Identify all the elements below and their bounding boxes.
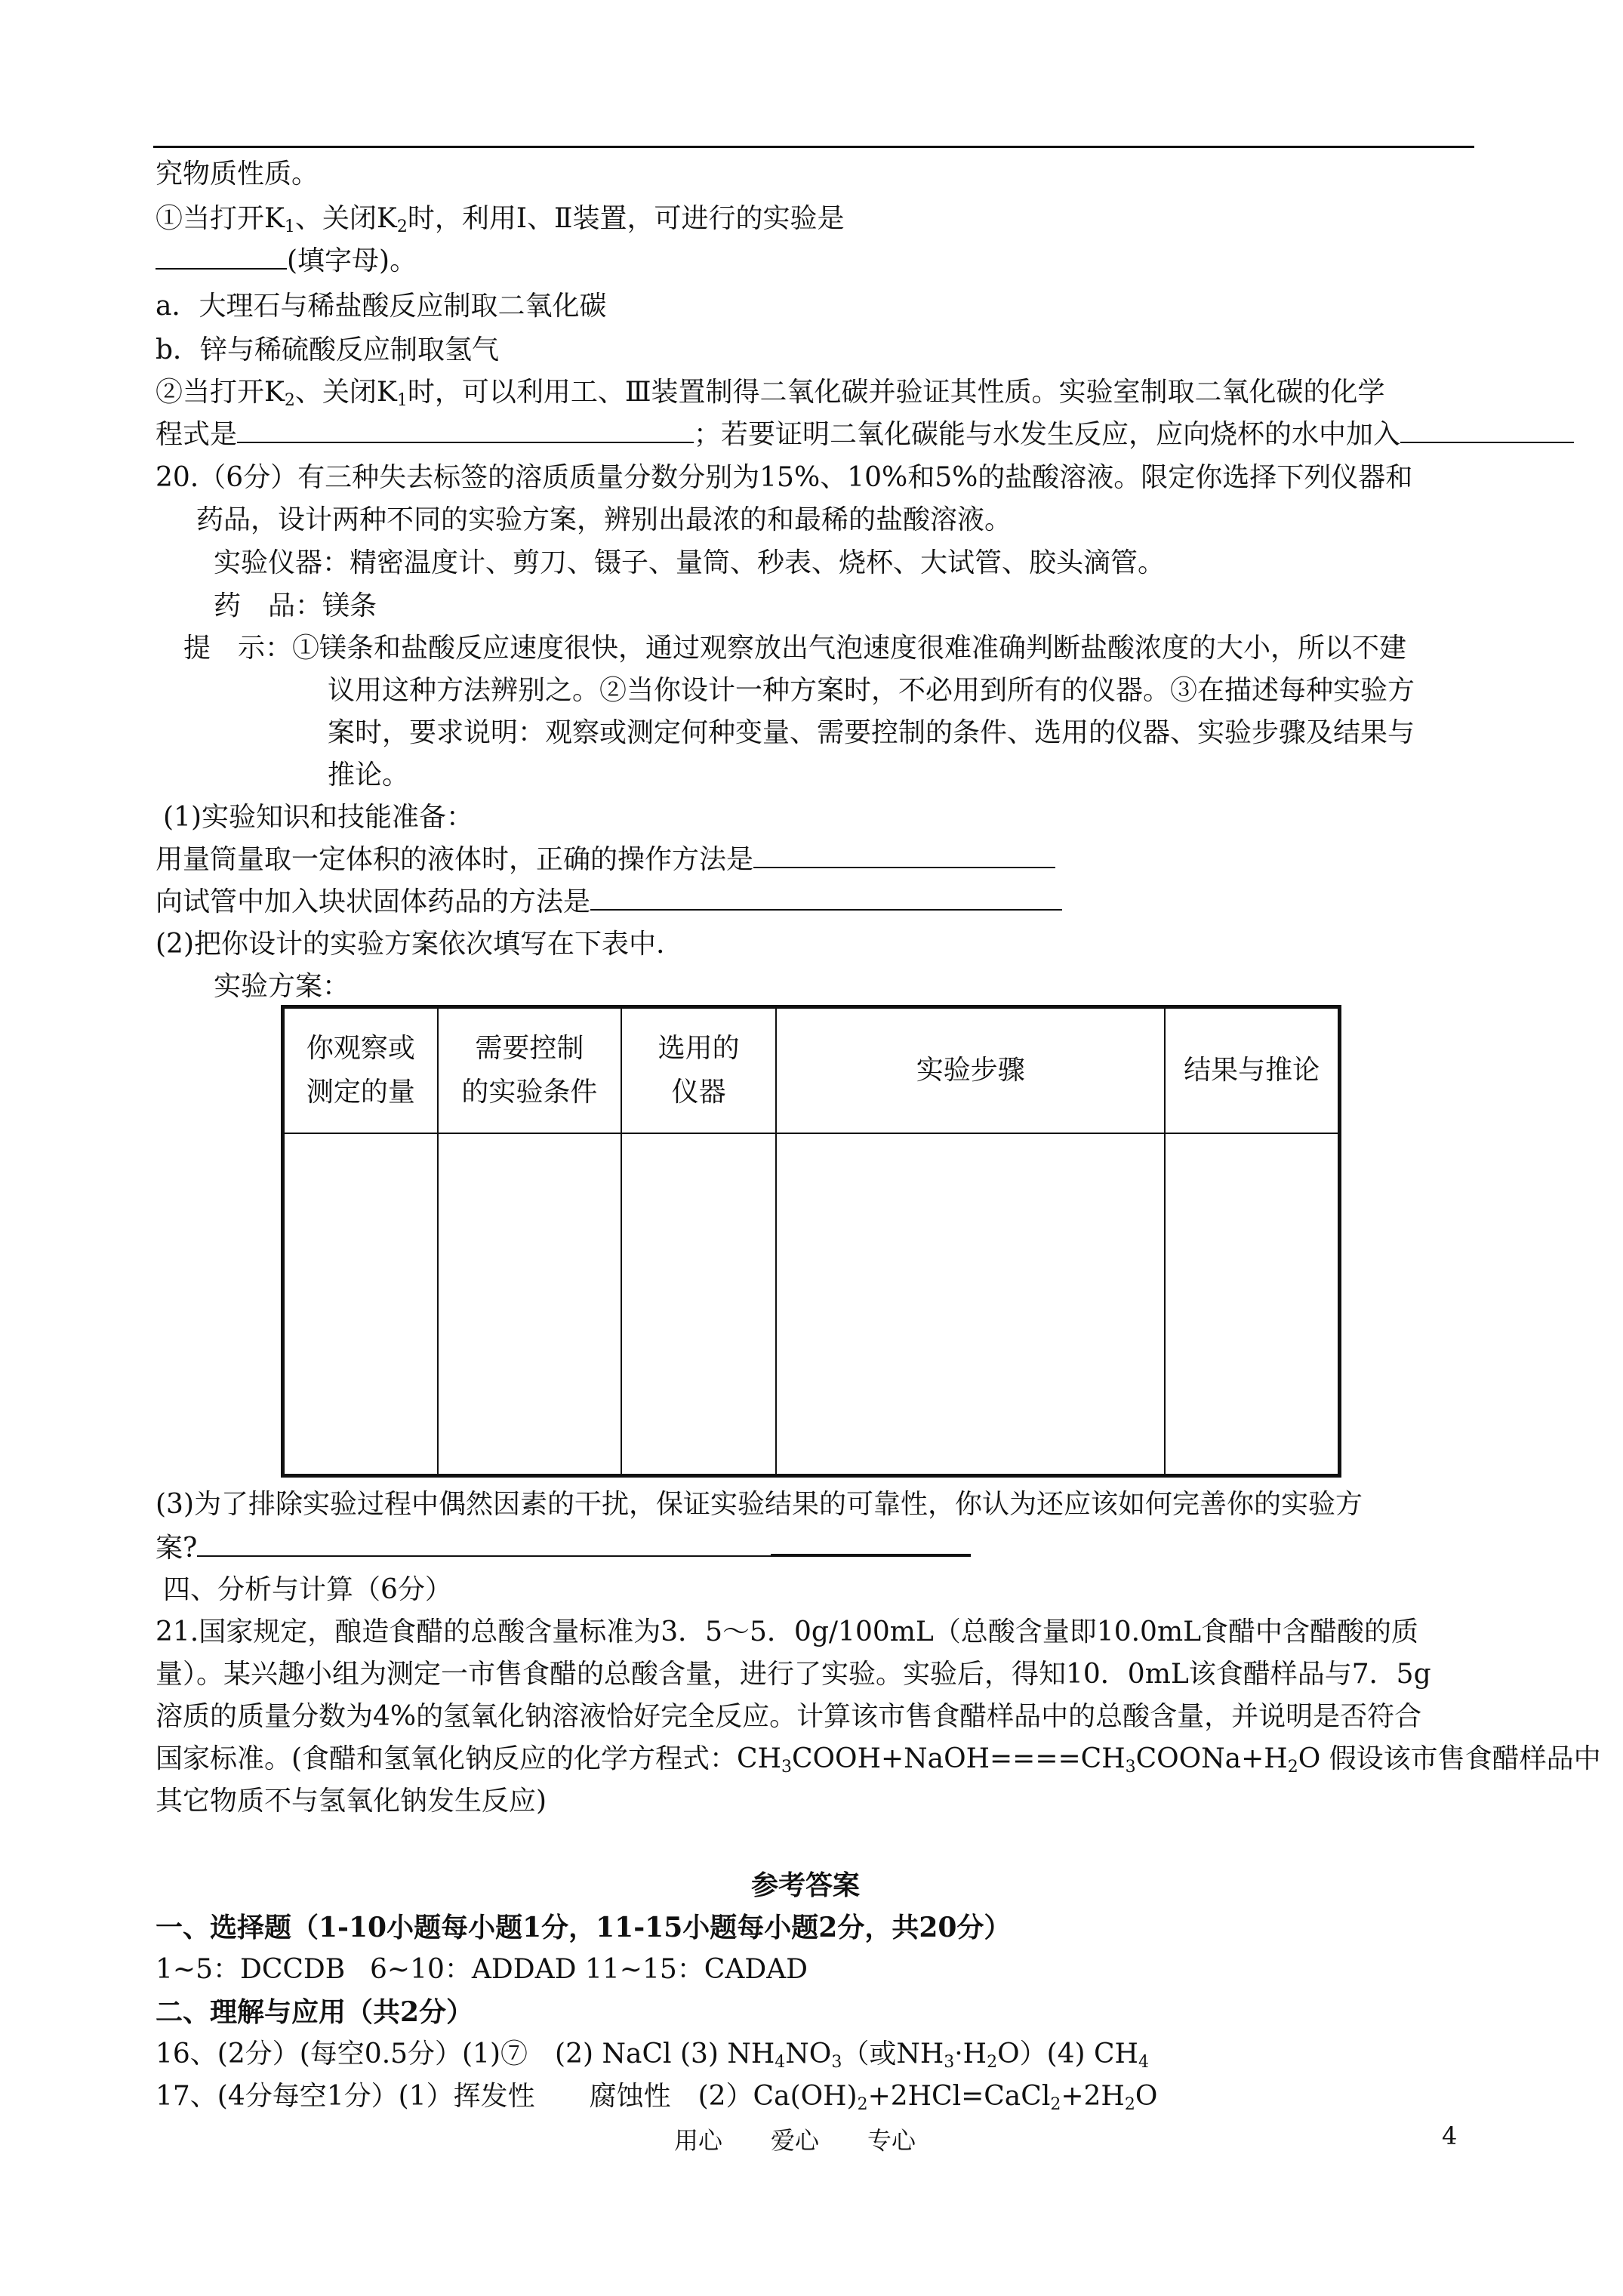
q20-hint-3: 案时，要求说明：观察或测定何种变量、需要控制的条件、选用的仪器、实验步骤及结果与: [328, 717, 1415, 748]
q19-line2: ①当打开$K_1$、关闭$K_2$时，利用Ⅰ、Ⅱ装置，可进行的实验是: [156, 203, 845, 236]
table-cell[interactable]: [621, 1133, 776, 1476]
q21-line2: 量）。某兴趣小组为测定一市售食醋的总酸含量，进行了实验。实验后，得知10．0mL该食醋样品与7．5g: [156, 1659, 1431, 1690]
answer-blank[interactable]: [237, 418, 694, 443]
answer-blank[interactable]: [753, 843, 1055, 868]
q21-line3: 溶质的质量分数为4%的氢氧化钠溶液恰好完全反应。计算该市售食醋样品中的总酸含量，并说明是否符合: [156, 1701, 1422, 1732]
table-header-cell: 选用的 仪器: [621, 1007, 776, 1134]
table-header-cell: 你观察或 测定的量: [283, 1007, 438, 1134]
q19-line1: 究物质性质。: [156, 159, 319, 190]
answer-blank[interactable]: [1400, 418, 1574, 443]
experiment-plan-table: [281, 1005, 1341, 1478]
q20-part-1b: 向试管中加入块状固体药品的方法是: [156, 885, 1062, 920]
answer-blank[interactable]: [156, 244, 287, 270]
q19-line7: 程式是 ；若要证明二氧化碳能与水发生反应，应向烧杯的水中加入: [156, 418, 1574, 452]
answer-blank[interactable]: [197, 1531, 771, 1557]
q20-part-1: (1)实验知识和技能准备：: [163, 802, 473, 833]
q20-hint-4: 推论。: [328, 760, 410, 791]
answers-q17: 17、(4分每空1分）(1）挥发性 腐蚀性 $(2)Ca(OH)_2+2HCl=CaCl_2+2H_2O$: [156, 2081, 1158, 2114]
answer-blank[interactable]: [590, 885, 1062, 911]
q20-intro-1: 20.（6分）有三种失去标签的溶质质量分数分别为15%、10%和5%的盐酸溶液。限定你选择下列仪器和: [156, 462, 1413, 493]
header-rule: [153, 146, 1474, 148]
answers-section-1: 一、选择题（1-10小题每小题1分，11-15小题每小题2分，共20分）: [156, 1912, 1012, 1943]
table-cell[interactable]: [1165, 1133, 1339, 1476]
q20-part-1a: 用量筒量取一定体积的液体时，正确的操作方法是: [156, 843, 1055, 877]
footer-slogan: 用心 爱心 专心: [674, 2126, 916, 2155]
section-4-heading: 四、分析与计算（6分）: [163, 1574, 452, 1605]
table-header-cell: 结果与推论: [1165, 1007, 1339, 1134]
table-row: [283, 1133, 1340, 1476]
q20-part-3a: (3)为了排除实验过程中偶然因素的干扰，保证实验结果的可靠性，你认为还应该如何完善你的实验方: [156, 1489, 1363, 1520]
answers-row-11-15: 11~15：CADAD: [585, 1954, 808, 1985]
q20-instruments: 实验仪器：精密温度计、剪刀、镊子、量筒、秒表、烧杯、大试管、胶头滴管。: [214, 547, 1166, 578]
q20-part-3b: 案?: [156, 1530, 971, 1566]
q19-option-a: a．大理石与稀盐酸反应制取二氧化碳: [156, 291, 607, 322]
q20-intro-2: 药品，设计两种不同的实验方案，辨别出最浓的和最稀的盐酸溶液。: [196, 504, 1012, 535]
q21-line4: 国家标准。(食醋和氢氧化钠反应的化学方程式：$CH_3COOH+NaOH====CH_3COONa+H_2O$ 假设该市售食醋样品中: [156, 1743, 1601, 1777]
q21-line1: 21.国家规定，酿造食醋的总酸含量标准为3．5～5．0g/100mL（总酸含量即10.0mL食醋中含醋酸的质: [156, 1616, 1418, 1647]
table-header-cell: 需要控制 的实验条件: [438, 1007, 621, 1134]
answers-row-6-10: 6~10：ADDAD: [370, 1954, 577, 1985]
q20-hint-2: 议用这种方法辨别之。②当你设计一种方案时，不必用到所有的仪器。③在描述每种实验方: [328, 675, 1415, 706]
answers-title: 参考答案: [751, 1869, 861, 1901]
answers-row-1-5: 1~5：DCCDB: [156, 1954, 346, 1985]
q19-line3: (填字母)。: [156, 244, 417, 279]
answer-blank[interactable]: [771, 1530, 971, 1557]
answers-section-2: 二、理解与应用（共2分）: [156, 1996, 474, 2028]
table-header-cell: 实验步骤: [776, 1007, 1165, 1134]
q20-plan-label: 实验方案：: [214, 971, 350, 1002]
table-cell[interactable]: [438, 1133, 621, 1476]
table-header-row: [283, 1007, 1340, 1134]
table-cell[interactable]: [283, 1133, 438, 1476]
q19-line6: ②当打开$K_2$、关闭$K_1$时，可以利用工、Ⅲ装置制得二氧化碳并验证其性质。实验室制取二氧化碳的化学: [156, 377, 1385, 410]
q20-hint-1: 提 示：①镁条和盐酸反应速度很快，通过观察放出气泡速度很难准确判断盐酸浓度的大小，所以不建: [183, 633, 1407, 664]
table-cell[interactable]: [776, 1133, 1165, 1476]
q20-drugs: 药 品：镁条: [214, 590, 377, 621]
answers-q16: 16、(2分）(每空0.5分）(1)⑦ (2) NaCl (3) $NH_4NO_3$（或$NH_3\cdot H_2O)(4)$ $CH_4$: [156, 2039, 1149, 2072]
q20-part-2: (2)把你设计的实验方案依次填写在下表中.: [156, 929, 665, 960]
page-number: 4: [1442, 2122, 1458, 2150]
q19-option-b: b．锌与稀硫酸反应制取氢气: [156, 334, 500, 365]
q21-line5: 其它物质不与氢氧化钠发生反应): [156, 1786, 547, 1817]
